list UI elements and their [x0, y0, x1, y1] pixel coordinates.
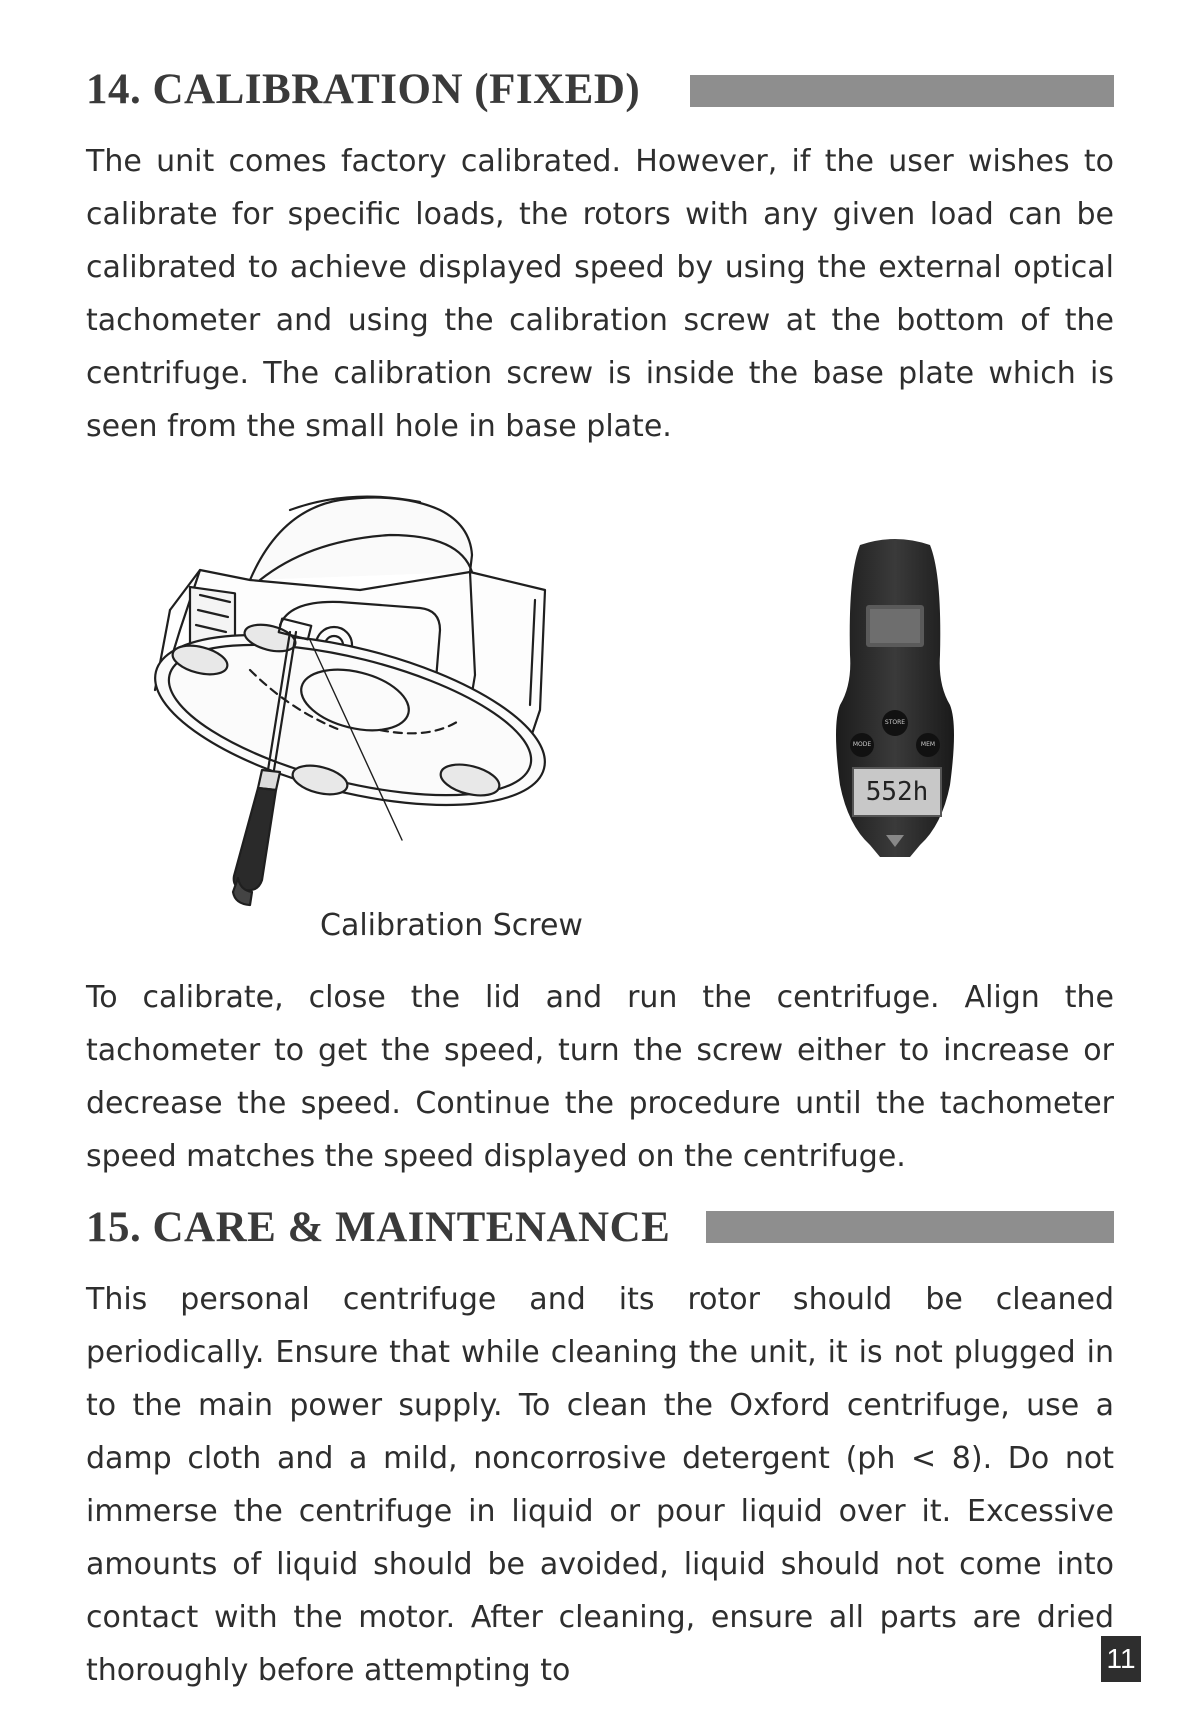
page-number: 11: [1101, 1636, 1141, 1682]
section-14-heading-bar: [690, 75, 1114, 107]
section-14-paragraph-2: To calibrate, close the lid and run the centrifuge. Align the tachometer to get the speed, turn the screw either to increase or decrease the speed. Continue the procedure until the tachometer speed matches the speed displayed on the centrifuge.: [86, 980, 1114, 1174]
section-15-paragraph-1: This personal centrifuge and its rotor should be cleaned periodically. Ensure that while cleaning the unit, it is not plugged in to the main power supply. To clean the Oxford centrifuge, use a damp cloth and a mild, noncorrosive detergent (ph < 8). Do not immerse the centrifuge in liquid or pour liquid over it. Excessive amounts of liquid should be avoided, liquid should not come into contact with the motor. After cleaning, ensure all parts are dried thoroughly before attempting to: [86, 1282, 1114, 1688]
tachometer-button-mode[interactable]: MODE: [850, 733, 874, 757]
tachometer-display: 552h: [852, 767, 942, 817]
tachometer-button-mem[interactable]: MEM: [916, 733, 940, 757]
section-15-heading: 15. CARE & MAINTENANCE: [86, 1204, 671, 1251]
section-14-heading: 14. CALIBRATION (FIXED): [86, 66, 641, 113]
tachometer-laser-icon: [886, 835, 904, 847]
centrifuge-bottom-illustration: [140, 480, 600, 960]
section-14-paragraph-1: The unit comes factory calibrated. However, if the user wishes to calibrate for specific loads, the rotors with any given load can be calibrated to achieve displayed speed by using the external optical tachometer and using the calibration screw at the bottom of the centrifuge. The calibration screw is inside the base plate which is seen from the small hole in base plate.: [86, 144, 1114, 444]
optical-tachometer: [830, 535, 960, 865]
calibration-screw-caption: Calibration Screw: [320, 908, 583, 943]
tachometer-button-store[interactable]: STORE: [882, 710, 908, 736]
section-15-heading-bar: [706, 1211, 1114, 1243]
